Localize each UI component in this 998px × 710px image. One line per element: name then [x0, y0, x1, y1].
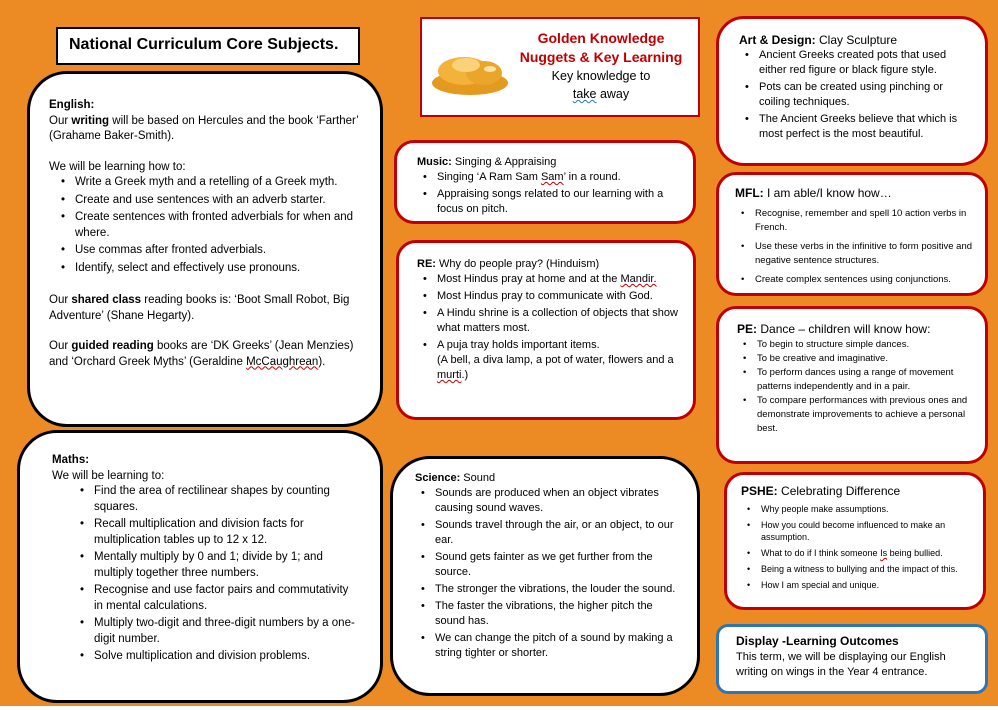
maths-list: [52, 484, 356, 665]
science-heading: Science: Sound: [415, 472, 496, 484]
maths-intro: We will be learning to:: [52, 469, 165, 482]
pshe-list: [741, 503, 973, 591]
english-list: [49, 175, 366, 276]
music-box: [394, 140, 696, 224]
list-item: • Being a witness to bullying and the impact of this.: [741, 563, 973, 575]
list-item: • To be creative and imaginative.: [737, 352, 971, 366]
mfl-heading: MFL: I am able/I know how…: [735, 186, 892, 200]
list-item: • We can change the pitch of a sound by making a string tighter or shorter.: [415, 631, 685, 661]
list-item: • The faster the vibrations, the higher pitch the sound has.: [415, 599, 685, 629]
list-item: • To perform dances using a range of movement patterns independently and in a pair.: [737, 366, 971, 394]
list-item: • Multiply two-digit and three-digit numbers by a one-digit number.: [74, 616, 356, 647]
english-heading: English:: [49, 99, 95, 111]
mfl-box: [716, 172, 988, 296]
english-shared-reading: Our shared class reading books is: ‘Boot Small Robot, Big Adventure’ (Shane Hegarty).: [49, 294, 350, 322]
english-box: [27, 71, 383, 427]
golden-nuggets-box: [420, 17, 700, 117]
list-item: • Use these verbs in the infinitive to form positive and negative sentence structures.: [735, 240, 977, 268]
science-list: [415, 486, 685, 661]
list-item: • The Ancient Greeks believe that which is most perfect is the most beautiful.: [739, 112, 969, 142]
list-item: • Sounds travel through the air, or an object, to our ear.: [415, 518, 685, 548]
list-item: • The stronger the vibrations, the louder the sound.: [415, 582, 685, 597]
list-item: • Recall multiplication and division facts for multiplication tables up to 12 x 12.: [74, 517, 356, 548]
list-item: • Most Hindus pray at home and at the Mandir.: [417, 272, 683, 287]
music-list: [417, 170, 683, 217]
pe-box: [716, 306, 988, 464]
pshe-heading: PSHE: Celebrating Difference: [741, 484, 901, 498]
list-item: • Sound gets fainter as we get further from the source.: [415, 550, 685, 580]
list-item: • Pots can be created using pinching or coiling techniques.: [739, 80, 969, 110]
list-item: • A Hindu shrine is a collection of objects that show what matters most.: [417, 306, 683, 336]
maths-box: [17, 430, 383, 703]
list-item: • A puja tray holds important items. (A bell, a diva lamp, a pot of water, flowers and a murti.): [417, 338, 683, 383]
list-item: • Create complex sentences using conjunctions.: [735, 273, 977, 287]
nuggets-title-line2: Nuggets & Key Learning: [519, 49, 683, 65]
music-heading: Music: Singing & Appraising: [417, 156, 557, 168]
art-design-box: [716, 16, 988, 166]
list-item: • Recognise and use factor pairs and commutativity in mental calculations.: [74, 583, 356, 614]
list-item: • How I am special and unique.: [741, 579, 973, 591]
nuggets-subtitle-line1: Key knowledge to: [551, 69, 651, 83]
nuggets-subtitle-line2: take away: [572, 87, 630, 101]
list-item: • Write a Greek myth and a retelling of a Greek myth.: [55, 175, 366, 191]
list-item: • Most Hindus pray to communicate with God.: [417, 289, 683, 304]
list-item: • Identify, select and effectively use pronouns.: [55, 261, 366, 277]
pe-list: [737, 338, 971, 436]
list-item: • To compare performances with previous ones and demonstrate improvements to achieve a personal best.: [737, 394, 971, 436]
list-item: • Solve multiplication and division problems.: [74, 649, 356, 665]
display-text: This term, we will be displaying our English writing on wings in the Year 4 entrance.: [736, 651, 946, 678]
list-item: • Ancient Greeks created pots that used either red figure or black figure style.: [739, 48, 969, 78]
display-box: [716, 624, 988, 694]
re-box: [396, 240, 696, 420]
pshe-box: [724, 472, 986, 610]
page-title-box: [56, 27, 360, 65]
page-title: National Curriculum Core Subjects.: [69, 36, 339, 53]
list-item: • Create and use sentences with an adverb starter.: [55, 193, 366, 209]
english-writing-text: Our writing will be based on Hercules and the book ‘Farther’ (Grahame Baker-Smith).: [49, 114, 359, 142]
english-guided-reading: Our guided reading books are ‘DK Greeks’ (Jean Menzies) and ‘Orchard Greek Myths’ (Geraldine McCaughrean).: [49, 340, 354, 368]
list-item: • Mentally multiply by 0 and 1; divide by 1; and multiply together three numbers.: [74, 550, 356, 581]
nuggets-title-line1: Golden Knowledge: [537, 30, 665, 46]
list-item: • Sounds are produced when an object vibrates causing sound waves.: [415, 486, 685, 516]
display-heading: Display -Learning Outcomes: [736, 634, 899, 648]
art-heading: Art & Design: Clay Sculpture: [739, 33, 898, 47]
art-list: [739, 48, 969, 142]
english-learning-intro: We will be learning how to:: [49, 160, 186, 173]
list-item: • Appraising songs related to our learning with a focus on pitch.: [417, 187, 683, 217]
list-item: • Singing ‘A Ram Sam Sam’ in a round.: [417, 170, 683, 185]
list-item: • Why people make assumptions.: [741, 503, 973, 515]
science-box: [390, 456, 700, 696]
list-item: • What to do if I think someone Is being bullied.: [741, 547, 973, 559]
list-item: • Use commas after fronted adverbials.: [55, 243, 366, 259]
gold-nugget-icon: [430, 45, 510, 99]
list-item: • How you could become influenced to make an assumption.: [741, 519, 973, 543]
mfl-list: [735, 207, 977, 287]
list-item: • Create sentences with fronted adverbials for when and where.: [55, 210, 366, 241]
re-heading: RE: Why do people pray? (Hinduism): [417, 258, 600, 270]
re-list: [417, 272, 683, 383]
pe-heading: PE: Dance – children will know how:: [737, 322, 931, 336]
list-item: • To begin to structure simple dances.: [737, 338, 971, 352]
list-item: • Recognise, remember and spell 10 action verbs in French.: [735, 207, 977, 235]
list-item: • Find the area of rectilinear shapes by counting squares.: [74, 484, 356, 515]
maths-heading: Maths:: [52, 454, 90, 466]
